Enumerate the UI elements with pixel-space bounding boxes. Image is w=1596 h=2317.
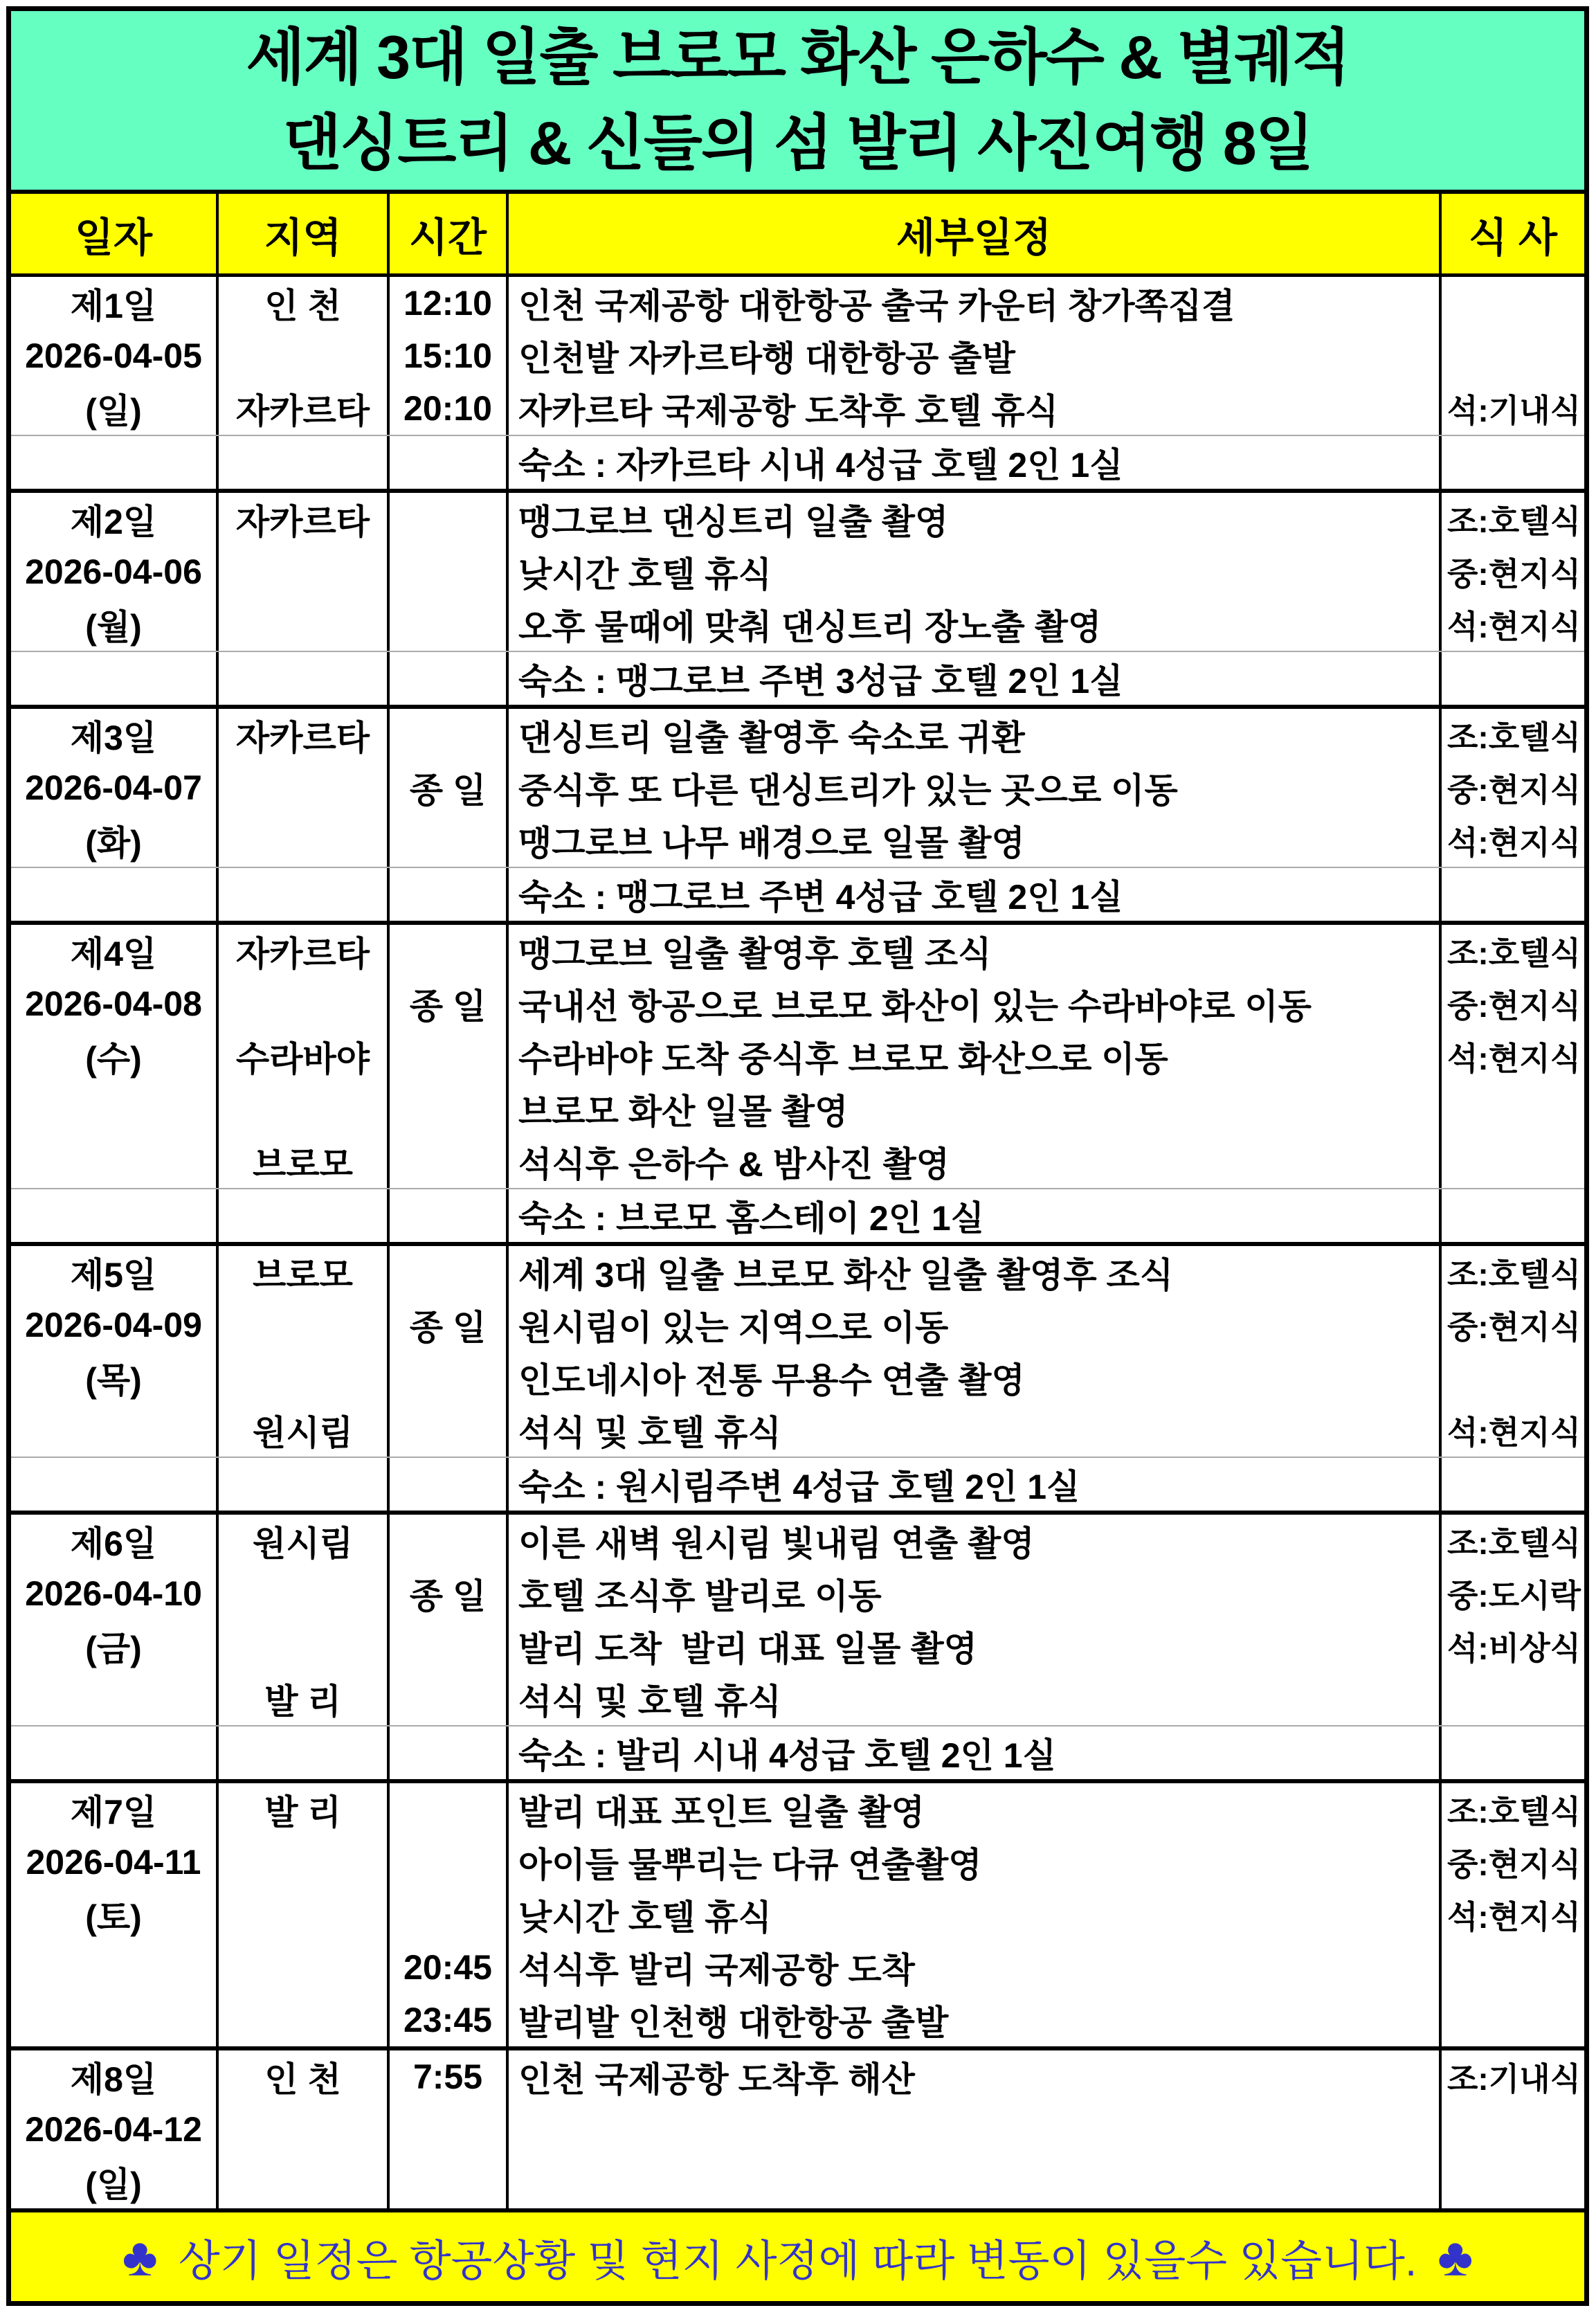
day-date: 2026-04-09 [25,1306,202,1344]
region-cell [216,925,387,1188]
lodging-text: 숙소 : 자카르타 시내 4성급 호텔 2인 1실 [506,436,1439,489]
lodging-text: 숙소 : 발리 시내 4성급 호텔 2인 1실 [506,1727,1439,1779]
lodging-row [11,651,1584,705]
meal-label: 석:현지식 [1447,608,1581,644]
detail-line: 호텔 조식후 발리로 이동 [518,1577,882,1616]
meal-label: 석:현지식 [1447,1899,1581,1935]
day-label: 제5일 [70,1256,157,1295]
detail-line: 아이들 물뿌리는 다큐 연출촬영 [518,1846,982,1884]
time-cell [387,1246,506,1457]
detail-line: 발리발 인천행 대한항공 출발 [518,2003,949,2042]
lodging-time-cell [387,436,506,489]
lodging-meal-cell [1439,436,1584,489]
meals-cell [1439,493,1584,651]
detail-line: 원시림이 있는 지역으로 이동 [518,1308,949,1347]
region-label: 수라바야 [235,1040,370,1079]
details-cell [506,1783,1439,2046]
meal-label: 중:도시락 [1447,1578,1581,1614]
time-label: 7:55 [412,2057,483,2096]
region-cell [216,1246,387,1457]
details-cell [506,925,1439,1188]
region-cell [216,1515,387,1725]
lodging-meal-cell [1439,652,1584,705]
lodging-region-cell [216,1189,387,1242]
region-label: 원시림 [253,1414,353,1452]
day-label: 제4일 [70,935,157,973]
header-date: 일자 [74,215,153,260]
club-icon-right: ♣ [1438,2226,1473,2287]
meals-cell [1439,1246,1584,1457]
region-label: 브로모 [253,1145,353,1184]
details-cell [506,2050,1439,2208]
time-cell [387,925,506,1188]
day-weekday: (목) [85,1361,142,1400]
lodging-text: 숙소 : 맹그로브 주변 4성급 호텔 2인 1실 [506,868,1439,921]
details-cell [506,1515,1439,1725]
day-block [11,2050,1584,2208]
date-cell [11,709,216,867]
detail-line: 중식후 또 다른 댄싱트리가 있는 곳으로 이동 [518,771,1178,810]
day-weekday: (토) [85,1898,142,1937]
lodging-date-cell [11,1727,216,1779]
day-label: 제7일 [70,1793,157,1832]
day-date: 2026-04-08 [25,984,202,1023]
lodging-date-cell [11,1189,216,1242]
detail-line: 석식 및 호텔 휴식 [518,1682,781,1721]
detail-line: 국내선 항공으로 브로모 화산이 있는 수라바야로 이동 [518,987,1312,1026]
date-cell [11,925,216,1188]
day-block [11,277,1584,435]
time-label: 12:10 [403,284,492,323]
time-label: 20:45 [403,1948,492,1987]
lodging-region-cell [216,1458,387,1511]
day-weekday: (금) [85,1630,142,1668]
detail-line: 수라바야 도착 중식후 브로모 화산으로 이동 [518,1040,1168,1079]
club-icon-left: ♣ [122,2226,158,2287]
lodging-row [11,867,1584,921]
details-cell [506,277,1439,435]
lodging-time-cell [387,1458,506,1511]
header-region: 지역 [216,194,387,273]
title-line-1: 세계 3대 일출 브로모 화산 은하수 & 별궤적 [246,23,1350,91]
date-cell [11,1783,216,2046]
meal-label: 중:현지식 [1447,988,1581,1024]
lodging-row [11,1188,1584,1242]
time-label: 종 일 [409,1577,487,1616]
details-cell [506,709,1439,867]
lodging-meal-cell [1439,868,1584,921]
date-cell [11,1246,216,1457]
lodging-meal-cell [1439,1458,1584,1511]
day-block [11,1783,1584,2046]
meal-label: 중:현지식 [1447,556,1581,592]
date-cell [11,277,216,435]
detail-line: 발리 대표 포인트 일출 촬영 [518,1793,925,1832]
region-label: 자카르타 [235,503,370,541]
lodging-region-cell [216,652,387,705]
day-date: 2026-04-05 [25,336,202,375]
region-cell [216,2050,387,2208]
detail-line: 세계 3대 일출 브로모 화산 일출 촬영후 조식 [518,1256,1174,1295]
region-cell [216,277,387,435]
meal-label: 조:호텔식 [1447,1525,1581,1561]
region-label: 브로모 [253,1256,353,1295]
region-label: 인 천 [264,2060,341,2099]
region-label: 원시림 [253,1524,353,1563]
header-meals: 식 사 [1439,194,1584,273]
lodging-time-cell [387,1727,506,1779]
detail-line: 인천발 자카르타행 대한항공 출발 [518,339,1015,378]
lodging-date-cell [11,436,216,489]
day-block [11,709,1584,867]
lodging-meal-cell [1439,1727,1584,1779]
day-label: 제8일 [70,2060,157,2099]
meals-cell [1439,2050,1584,2208]
region-label: 발 리 [264,1682,341,1721]
day-label: 제2일 [70,503,157,541]
meal-label: 중:현지식 [1447,772,1581,808]
time-label: 15:10 [403,336,492,375]
meal-label: 중:현지식 [1447,1846,1581,1882]
meal-label: 석:현지식 [1447,1414,1581,1450]
region-label: 인 천 [264,287,341,325]
lodging-row [11,435,1584,489]
day-weekday: (월) [85,608,142,647]
header-details: 세부일정 [506,194,1439,273]
meal-label: 조:호텔식 [1447,503,1581,539]
day-weekday: (일) [85,2165,142,2204]
meal-label: 조:기내식 [1447,2061,1581,2097]
day-weekday: (수) [85,1040,142,1079]
region-cell [216,709,387,867]
detail-line: 석식후 발리 국제공항 도착 [518,1951,915,1990]
detail-line: 낮시간 호텔 휴식 [518,1898,772,1937]
lodging-time-cell [387,1189,506,1242]
time-label: 20:10 [403,389,492,428]
day-date: 2026-04-11 [26,1843,201,1882]
meals-cell [1439,277,1584,435]
lodging-text: 숙소 : 브로모 홈스테이 2인 1실 [506,1189,1439,1242]
day-date: 2026-04-12 [25,2110,202,2149]
meal-label: 중:현지식 [1447,1309,1581,1345]
time-cell [387,2050,506,2208]
time-cell [387,1783,506,2046]
detail-line: 맹그로브 나무 배경으로 일몰 촬영 [518,824,1025,863]
detail-line: 자카르타 국제공항 도착후 호텔 휴식 [518,392,1059,431]
day-label: 제3일 [70,719,157,757]
lodging-region-cell [216,868,387,921]
footer-notice-text: 상기 일정은 항공상황 및 현지 사정에 따라 변동이 있을수 있습니다. [178,2237,1417,2285]
region-cell [216,1783,387,2046]
region-label: 자카르타 [235,719,370,757]
lodging-meal-cell [1439,1189,1584,1242]
lodging-row [11,1457,1584,1511]
day-label: 제6일 [70,1524,157,1563]
detail-line: 인천 국제공항 도착후 해산 [518,2060,915,2099]
time-label: 23:45 [403,2001,492,2039]
title-banner [11,11,1584,194]
meal-label: 석:기내식 [1447,393,1581,429]
meal-label: 조:호텔식 [1447,935,1581,971]
detail-line: 이른 새벽 원시림 빛내림 연출 촬영 [518,1524,1035,1563]
lodging-date-cell [11,868,216,921]
day-date: 2026-04-10 [25,1574,202,1613]
date-cell [11,1515,216,1725]
detail-line: 맹그로브 일출 촬영후 호텔 조식 [518,935,992,973]
lodging-text: 숙소 : 원시림주변 4성급 호텔 2인 1실 [506,1458,1439,1511]
lodging-date-cell [11,1458,216,1511]
day-block [11,493,1584,651]
detail-line: 발리 도착 발리 대표 일몰 촬영 [518,1630,977,1668]
lodging-time-cell [387,868,506,921]
day-rows-container [11,277,1584,2212]
region-label: 발 리 [264,1793,341,1832]
date-cell [11,2050,216,2208]
footer-notice [11,2212,1584,2301]
time-label: 종 일 [409,771,487,810]
lodging-time-cell [387,652,506,705]
meal-label: 석:비상식 [1447,1630,1581,1666]
title-line-2: 댄싱트리 & 신들의 섬 발리 사진여행 8일 [282,109,1313,177]
region-label: 자카르타 [235,392,370,431]
region-cell [216,493,387,651]
meal-label: 조:호텔식 [1447,1256,1581,1292]
detail-line: 브로모 화산 일몰 촬영 [518,1092,849,1131]
day-block [11,1515,1584,1725]
details-cell [506,1246,1439,1457]
lodging-region-cell [216,436,387,489]
detail-line: 인천 국제공항 대한항공 출국 카운터 창가쪽집결 [518,287,1235,325]
time-cell [387,1515,506,1725]
time-label: 종 일 [409,1308,487,1347]
time-cell [387,277,506,435]
day-block [11,1246,1584,1457]
meal-label: 조:호텔식 [1447,1794,1581,1830]
lodging-region-cell [216,1727,387,1779]
detail-line: 오후 물때에 맞춰 댄싱트리 장노출 촬영 [518,608,1102,647]
time-cell [387,709,506,867]
meal-label: 석:현지식 [1447,1040,1581,1076]
time-label: 종 일 [409,987,487,1026]
details-cell [506,493,1439,651]
day-weekday: (일) [85,392,142,431]
day-date: 2026-04-07 [25,768,202,807]
meals-cell [1439,925,1584,1188]
detail-line: 댄싱트리 일출 촬영후 숙소로 귀환 [518,719,1025,757]
detail-line: 석식 및 호텔 휴식 [518,1414,781,1452]
day-block [11,925,1584,1188]
detail-line: 인도네시아 전통 무용수 연출 촬영 [518,1361,1025,1400]
header-time: 시간 [387,194,506,273]
time-cell [387,493,506,651]
meals-cell [1439,1515,1584,1725]
detail-line: 석식후 은하수 & 밤사진 촬영 [518,1145,950,1184]
meal-label: 석:현지식 [1447,824,1581,860]
itinerary-frame [6,6,1589,2306]
day-date: 2026-04-06 [25,552,202,591]
detail-line: 낮시간 호텔 휴식 [518,555,772,594]
day-label: 제1일 [70,287,157,325]
table-header-row [11,194,1584,277]
meals-cell [1439,709,1584,867]
date-cell [11,493,216,651]
meals-cell [1439,1783,1584,2046]
lodging-text: 숙소 : 맹그로브 주변 3성급 호텔 2인 1실 [506,652,1439,705]
detail-line: 맹그로브 댄싱트리 일출 촬영 [518,503,949,541]
region-label: 자카르타 [235,935,370,973]
day-weekday: (화) [85,824,142,863]
lodging-row [11,1725,1584,1779]
meal-label: 조:호텔식 [1447,719,1581,755]
lodging-date-cell [11,652,216,705]
